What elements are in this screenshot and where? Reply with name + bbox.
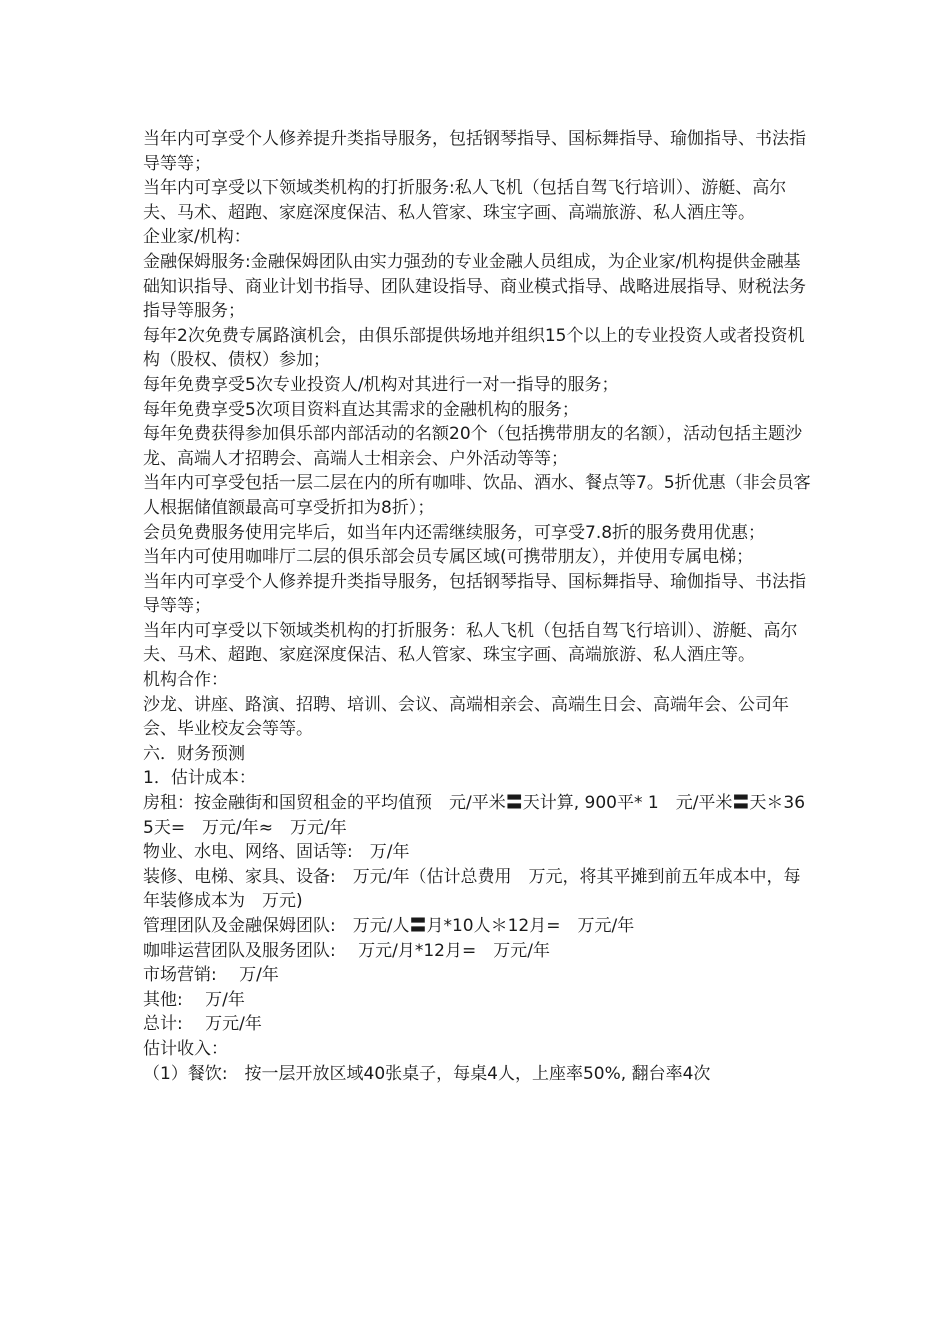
- paragraph-marketing: 市场营销: 万/年: [143, 965, 279, 986]
- paragraph-internal-events: 每年免费获得参加俱乐部内部活动的名额20个（包括携带朋友的名额），活动包括主题沙龙、高端人才招聘会、高端人士相亲会、户外活动等等；: [143, 424, 803, 469]
- paragraph-financial-nanny-service: 金融保姆服务:金融保姆团队由实力强劲的专业金融人员组成，为企业家/机构提供金融基础知识指导、商业计划书指导、团队建设指导、商业模式指导、战略进展指导、财税法务指导等服务；: [143, 251, 806, 322]
- paragraph-cooperation-types: 沙龙、讲座、路演、招聘、培训、会议、高端相亲会、高端生日会、高端年会、公司年会、毕业校友会等等。: [143, 694, 789, 740]
- paragraph-catering: （1）餐饮: 按一层开放区域40张桌子，每桌4人，上座率50%, 翻台率4次: [143, 1063, 711, 1084]
- paragraph-cafe-team: 咖啡运营团队及服务团队: 万元/月*12月= 万元/年: [143, 940, 550, 961]
- paragraph-cafe-discount: 当年内可享受包括一层二层在内的所有咖啡、饮品、酒水、餐点等7。5折优惠（非会员客人根据储值额最高可享受折扣为8折）；: [143, 473, 811, 518]
- paragraph-discount-services-1: 当年内可享受以下领域类机构的打折服务:私人飞机（包括自驾飞行培训）、游艇、高尔夫、马术、超跑、家庭深度保洁、私人管家、珠宝字画、高端旅游、私人酒庄等。: [143, 178, 787, 223]
- paragraph-rent: 房租：按金融街和国贸租金的平均值预 元/平米〓天计算, 900平* 1 元/平米〓天＊365天= 万元/年≈ 万元/年: [143, 793, 806, 838]
- heading-institution-cooperation: 机构合作：: [143, 670, 228, 691]
- paragraph-roadshow: 每年2次免费专属路演机会，由俱乐部提供场地并组织15个以上的专业投资人或者投资机构（股权、债权）参加；: [143, 325, 805, 371]
- paragraph-other: 其他: 万/年: [143, 989, 245, 1010]
- paragraph-utilities: 物业、水电、网络、固话等: 万/年: [143, 842, 410, 863]
- heading-estimated-cost: 1．估计成本：: [143, 768, 256, 789]
- paragraph-project-materials: 每年免费享受5次项目资料直达其需求的金融机构的服务；: [143, 399, 579, 420]
- heading-financial-forecast: 六．财务预测: [143, 743, 245, 764]
- paragraph-total: 总计: 万元/年: [143, 1014, 262, 1035]
- document-body: [143, 127, 811, 1086]
- paragraph-personal-cultivation-1: 当年内可享受个人修养提升类指导服务，包括钢琴指导、国标舞指导、瑜伽指导、书法指导等等；: [143, 129, 806, 174]
- paragraph-member-area: 当年内可使用咖啡厅二层的俱乐部会员专属区域(可携带朋友），并使用专属电梯；: [143, 547, 754, 568]
- paragraph-personal-cultivation-2: 当年内可享受个人修养提升类指导服务，包括钢琴指导、国标舞指导、瑜伽指导、书法指导等等；: [143, 571, 806, 617]
- paragraph-continued-service: 会员免费服务使用完毕后，如当年内还需继续服务，可享受7.8折的服务费用优惠；: [143, 522, 766, 543]
- paragraph-decoration: 装修、电梯、家具、设备: 万元/年（估计总费用 万元，将其平摊到前五年成本中，每年装修成本为 万元): [143, 866, 801, 912]
- paragraph-discount-services-2: 当年内可享受以下领域类机构的打折服务：私人飞机（包括自驾飞行培训）、游艇、高尔夫、马术、超跑、家庭深度保洁、私人管家、珠宝字画、高端旅游、私人酒庄等。: [143, 620, 798, 666]
- paragraph-management-team: 管理团队及金融保姆团队: 万元/人〓月*10人＊12月= 万元/年: [143, 916, 635, 936]
- paragraph-investor-guidance: 每年免费享受5次专业投资人/机构对其进行一对一指导的服务；: [143, 374, 619, 395]
- heading-estimated-income: 估计收入：: [143, 1038, 228, 1059]
- heading-entrepreneur-institution: 企业家/机构：: [143, 227, 251, 248]
